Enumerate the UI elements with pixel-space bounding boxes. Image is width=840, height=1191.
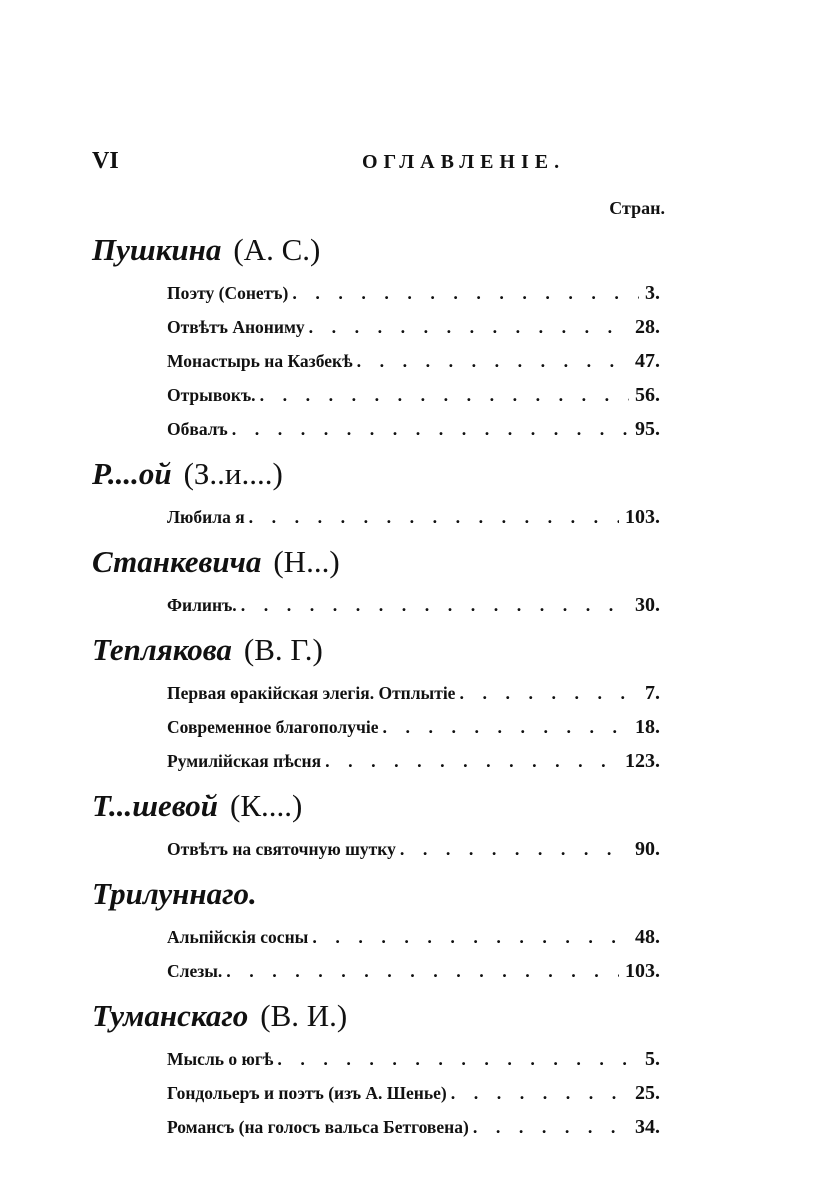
- dot-leader: [382, 710, 629, 744]
- toc-entry: [167, 710, 660, 744]
- entry-title: Современное благополучіе: [167, 717, 379, 737]
- dot-leader: [260, 378, 629, 412]
- author-name: Станкевича: [92, 544, 262, 579]
- author-name: Р....ой: [92, 456, 172, 491]
- dot-leader: [312, 920, 629, 954]
- entry-title: Румилійская пѣсня: [167, 751, 322, 771]
- toc-entry: [167, 378, 660, 412]
- author-initials: (К....): [230, 788, 303, 823]
- toc-entry: [167, 412, 660, 446]
- author-initials: (В. Г.): [243, 632, 323, 667]
- entry-title: Филинъ.: [167, 595, 237, 615]
- toc-entry: [167, 276, 660, 310]
- dot-leader: [459, 676, 639, 710]
- entry-title: Поэту (Сонетъ): [167, 283, 289, 303]
- pages-column-label: Стран.: [609, 198, 665, 218]
- author-name: Теплякова: [92, 632, 232, 667]
- entry-page-number: 34.: [635, 1116, 660, 1138]
- toc-entry: [167, 744, 660, 778]
- entry-page-number: 95.: [635, 418, 660, 440]
- toc-entry: [167, 920, 660, 954]
- dot-leader: [451, 1076, 629, 1110]
- author-initials: (А. С.): [233, 232, 321, 267]
- author-heading: [92, 230, 660, 270]
- entry-page-number: 3.: [645, 282, 660, 304]
- toc-entry: [167, 832, 660, 866]
- entry-title: Мысль о югѣ: [167, 1049, 274, 1069]
- entry-page-number: 103.: [625, 960, 660, 982]
- toc-entry: [167, 588, 660, 622]
- dot-leader: [309, 310, 629, 344]
- entry-title: Гондольеръ и поэтъ (изъ А. Шенье): [167, 1083, 447, 1103]
- entry-page-number: 30.: [635, 594, 660, 616]
- entry-page-number: 47.: [635, 350, 660, 372]
- entry-title: Монастырь на Казбекѣ: [167, 351, 353, 371]
- dot-leader: [325, 744, 619, 778]
- author-name: Туманскаго: [92, 998, 249, 1033]
- entry-page-number: 18.: [635, 716, 660, 738]
- entry-title: Отвѣтъ на святочную шутку: [167, 839, 396, 859]
- dot-leader: [241, 588, 629, 622]
- entry-page-number: 7.: [645, 682, 660, 704]
- author-heading: [92, 454, 660, 494]
- running-header: [92, 148, 667, 188]
- entry-title: Слезы.: [167, 961, 223, 981]
- author-heading: [92, 874, 660, 914]
- dot-leader: [232, 412, 629, 446]
- toc-entry: [167, 310, 660, 344]
- entry-page-number: 5.: [645, 1048, 660, 1070]
- page-number: VI: [92, 148, 119, 174]
- dot-leader: [400, 832, 629, 866]
- entry-title: Обвалъ: [167, 419, 228, 439]
- toc-entry: [167, 1110, 660, 1144]
- entry-page-number: 123.: [625, 750, 660, 772]
- entry-page-number: 103.: [625, 506, 660, 528]
- toc-entry: [167, 676, 660, 710]
- dot-leader: [292, 276, 639, 310]
- entry-title: Романсъ (на голосъ вальса Бетговена): [167, 1117, 469, 1137]
- toc-entry: [167, 1042, 660, 1076]
- toc-entry: [167, 1076, 660, 1110]
- entry-title: Первая ѳракійская элегія. Отплытіе: [167, 683, 456, 703]
- author-heading: [92, 786, 660, 826]
- author-heading: [92, 630, 660, 670]
- entry-title: Отрывокъ.: [167, 385, 256, 405]
- author-heading: [92, 996, 660, 1036]
- page-title: ОГЛАВЛЕНІЕ.: [362, 151, 566, 173]
- toc-entry: [167, 954, 660, 988]
- dot-leader: [473, 1110, 629, 1144]
- table-of-contents: [92, 222, 660, 1144]
- dot-leader: [249, 500, 619, 534]
- entry-title: Любила я: [167, 507, 245, 527]
- toc-entry: [167, 344, 660, 378]
- author-name: Пушкина: [92, 232, 222, 267]
- author-name: Т...шевой: [92, 788, 218, 823]
- entry-page-number: 90.: [635, 838, 660, 860]
- entry-page-number: 56.: [635, 384, 660, 406]
- author-initials: (В. И.): [260, 998, 348, 1033]
- author-initials: (Н...): [273, 544, 340, 579]
- author-initials: (З..и....): [183, 456, 283, 491]
- entry-page-number: 48.: [635, 926, 660, 948]
- entry-page-number: 25.: [635, 1082, 660, 1104]
- entry-title: Отвѣтъ Анониму: [167, 317, 305, 337]
- dot-leader: [226, 954, 619, 988]
- author-name: Трилуннаго.: [92, 876, 257, 911]
- toc-entry: [167, 500, 660, 534]
- entry-page-number: 28.: [635, 316, 660, 338]
- entry-title: Альпійскія сосны: [167, 927, 309, 947]
- dot-leader: [277, 1042, 639, 1076]
- author-heading: [92, 542, 660, 582]
- dot-leader: [357, 344, 629, 378]
